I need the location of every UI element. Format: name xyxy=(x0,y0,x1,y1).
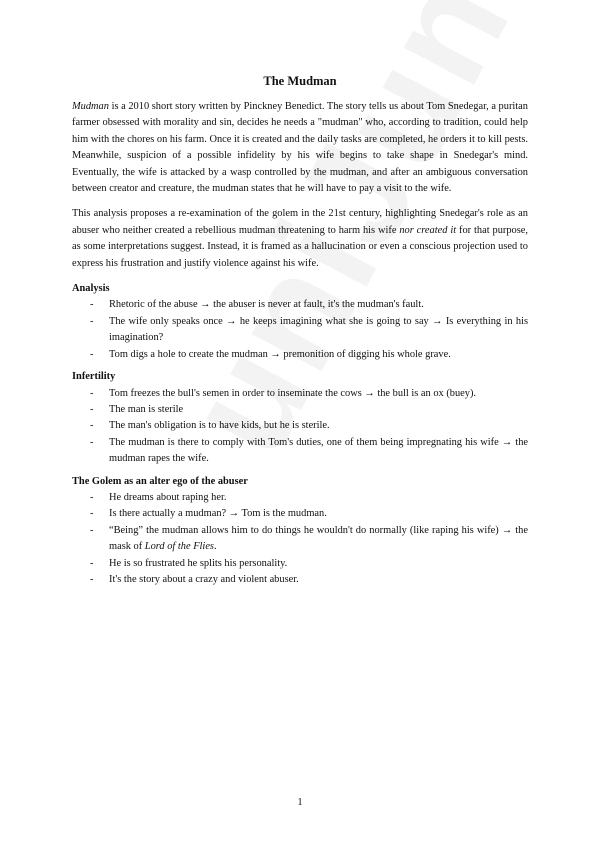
document-page xyxy=(72,73,528,592)
thesis-after: for that purpose, as some interpretations suggest. Instead, it is framed as a hallucination or even a conscious projection used to express his frustration and justify violence against his wife. xyxy=(72,224,528,269)
list-item: - The wife only speaks once → he keeps imagining what she is going to say → Is everything in his imagination? xyxy=(72,314,528,347)
book-title: Lord of the Flies xyxy=(144,541,214,553)
thesis-paragraph xyxy=(72,206,528,272)
list-item: - Rhetoric of the abuse → the abuser is never at fault, it's the mudman's fault. xyxy=(72,297,528,313)
thesis-before: This analysis proposes a re-examination of the golem in the 21st century, highlighting Snedegar's role as an abuser who neither created a rebellious mudman threatening to harm his wife xyxy=(72,208,528,236)
list-item: - He dreams about raping her. xyxy=(72,490,528,506)
infertility-list xyxy=(72,386,528,468)
golem-list xyxy=(72,490,528,588)
document-title: The Mudman xyxy=(263,74,337,88)
list-item: - Tom digs a hole to create the mudman → premonition of digging his whole grave. xyxy=(72,347,528,363)
intro-paragraph xyxy=(72,99,528,197)
being-before: “Being” the mudman allows him to do things he wouldn't do normally (like raping his wife) → the mask of xyxy=(109,524,528,553)
page-number: 1 xyxy=(297,797,303,808)
section-heading-analysis: Analysis xyxy=(72,283,110,295)
analysis-list xyxy=(72,297,528,363)
list-item: - The man is sterile xyxy=(72,402,528,418)
section-heading-infertility: Infertility xyxy=(72,371,116,383)
list-item: - Tom freezes the bull's semen in order to inseminate the cows → the bull is an ox (buey). xyxy=(72,386,528,402)
list-item xyxy=(72,523,528,556)
work-title: Mudman xyxy=(72,101,109,112)
intro-text: is a 2010 short story written by Pinckney Benedict. The story tells us about Tom Snedegar, a puritan farmer obsessed with morality and sin, decides he needs a "mudman" who, according to tradition, could help him with the chores on his farm. Once it is created and the daily tasks are completed, he orders it to kill pests. Meanwhile, suspicion of a possible infidelity by his wife begins to take shape in Snedegar's mind. Eventually, the wife is attacked by a wasp controlled by the mudman, and after an ambiguous conversation between creator and creature, the mudman states that he will have to pay a visit to the wife. xyxy=(72,101,528,195)
thesis-emphasis: nor created it xyxy=(399,224,457,236)
being-after: . xyxy=(213,541,217,553)
list-item: - It's the story about a crazy and violent abuser. xyxy=(72,572,528,588)
list-item: - Is there actually a mudman? → Tom is the mudman. xyxy=(72,506,528,522)
list-item: - The mudman is there to comply with Tom's duties, one of them being impregnating his wife → the mudman rapes the wife. xyxy=(72,435,528,468)
list-item: - The man's obligation is to have kids, but he is sterile. xyxy=(72,418,528,434)
section-heading-golem: The Golem as an alter ego of the abuser xyxy=(72,475,248,487)
list-item: - He is so frustrated he splits his personality. xyxy=(72,556,528,572)
